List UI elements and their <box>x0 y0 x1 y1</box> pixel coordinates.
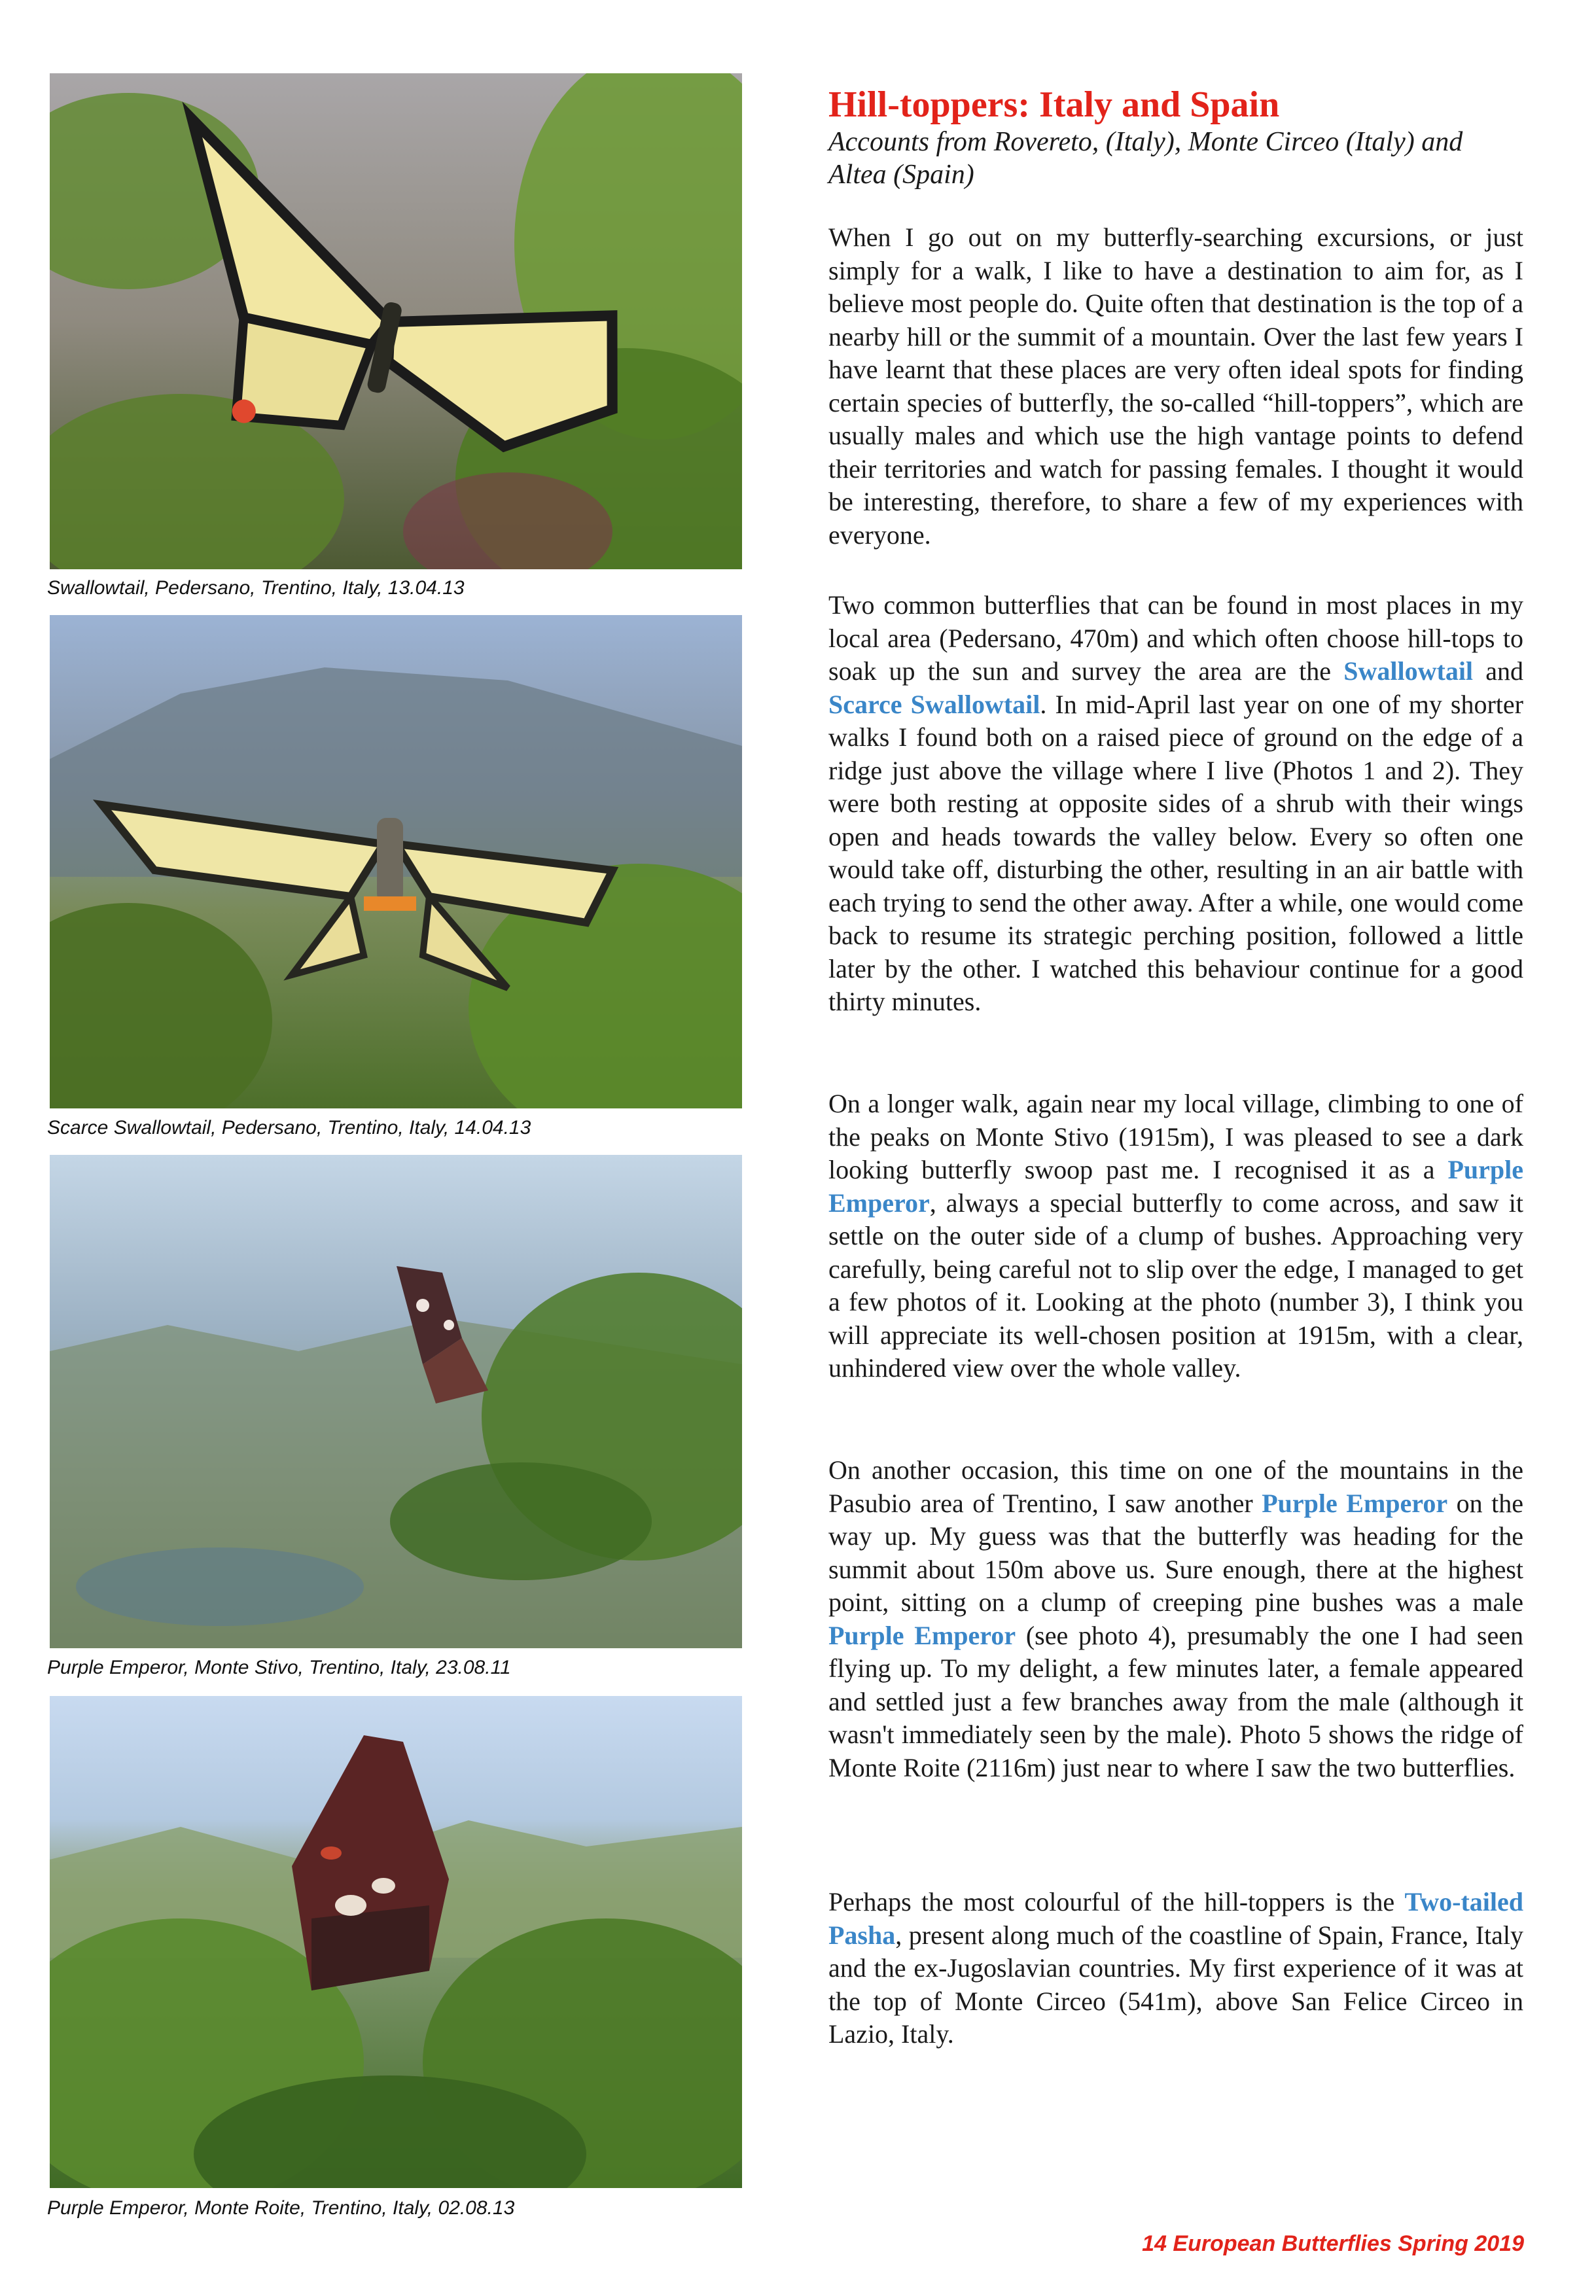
article-subtitle: Accounts from Rovereto, (Italy), Monte Circeo (Italy) and Altea (Spain) <box>828 127 1463 190</box>
paragraph-text: On another occasion, this time on one of the mountains in the Pasubio area of Trentino, I saw another <box>828 1455 1523 1518</box>
photo-purple-emperor-stivo <box>50 1155 742 1648</box>
paragraph: When I go out on my butterfly-searching excursions, or just simply for a walk, I like to have a destination to aim for, as I believe most people do. Quite often that destination is the top of a nearby hill or the summit of a mountain. Over the last few years I have learnt that these places are very often ideal spots for finding certain species of butterfly, the so-called “hill-toppers”, which are usually males and which use the high vantage points to defend their territories and watch for passing females. I thought it would be interesting, therefore, to share a few of my experiences with everyone. <box>828 222 1523 550</box>
paragraph-text: , present along much of the coastline of Spain, France, Italy and the ex-Jugoslavian countries. My first experience of it was at the top of Monte Circeo (541m), above San Felice Circeo in Lazio, Italy. <box>828 1920 1523 2049</box>
photo-caption: Scarce Swallowtail, Pedersano, Trentino, Italy, 14.04.13 <box>47 1117 531 1139</box>
species-name-swallowtail: Swallowtail <box>1343 656 1474 686</box>
photo-caption: Swallowtail, Pedersano, Trentino, Italy, 13.04.13 <box>47 577 465 599</box>
article-title: Hill-toppers: Italy and Spain <box>828 84 1280 125</box>
species-name-two-tailed-pasha: Two-tailed Pasha <box>828 1887 1523 1950</box>
paragraph-text: Perhaps the most colourful of the hill-toppers is the <box>828 1887 1405 1916</box>
photo-caption: Purple Emperor, Monte Stivo, Trentino, Italy, 23.08.11 <box>47 1657 511 1678</box>
paragraph <box>828 1454 1523 1784</box>
paragraph <box>828 589 1523 1019</box>
species-name-scarce-swallowtail: Scarce Swallowtail <box>828 689 1040 719</box>
photo-purple-emperor-roite <box>50 1696 742 2188</box>
swallowtail-image <box>50 73 742 569</box>
paragraph-text: on the way up. My guess was that the butterfly was heading for the summit about 150m above us. Sure enough, there at the highest point, sitting on a clump of creeping pine bushes was a male <box>828 1488 1524 1617</box>
purple-emperor-roite-image <box>50 1696 742 2188</box>
species-name-purple-emperor: Purple Emperor <box>1262 1488 1448 1518</box>
photo-scarce-swallowtail <box>50 615 742 1108</box>
paragraph-text: . In mid-April last year on one of my shorter walks I found both on a raised piece of ground on the edge of a ridge just above the village where I live (Photos 1 and 2). They were both resting at opposite sides of a shrub with their wings open and heads towards the valley below. Every so often one would take off, disturbing the other, resulting in an air battle with each trying to send the other away. After a while, one would come back to resume its strategic perching position, followed a little later by the other. I watched this behaviour continue for a good thirty minutes. <box>828 689 1523 1016</box>
purple-emperor-stivo-image <box>50 1155 742 1648</box>
photo-swallowtail <box>50 73 742 569</box>
paragraph-text: and <box>1473 656 1523 686</box>
photo-caption: Purple Emperor, Monte Roite, Trentino, Italy, 02.08.13 <box>47 2197 515 2219</box>
page-footer: 14 European Butterflies Spring 2019 <box>1142 2231 1524 2256</box>
paragraph-text: , always a special butterfly to come across, and saw it settle on the outer side of a clump of bushes. Approaching very carefully, being careful not to slip over the edge, I managed to get a few photos of it. Looking at the photo (number 3), I think you will appreciate its well-chosen position at 1915m, with a clear, unhindered view over the whole valley. <box>828 1188 1523 1383</box>
species-name-purple-emperor: Purple Emperor <box>828 1155 1523 1218</box>
paragraph-text: On a longer walk, again near my local village, climbing to one of the peaks on Monte Stivo (1915m), I was pleased to see a dark looking butterfly swoop past me. I recognised it as a <box>828 1089 1523 1184</box>
scarce-swallowtail-image <box>50 615 742 1108</box>
paragraph <box>828 1087 1523 1385</box>
paragraph <box>828 1886 1523 2051</box>
species-name-purple-emperor: Purple Emperor <box>828 1620 1016 1650</box>
paragraph-text: Two common butterflies that can be found in most places in my local area (Pedersano, 470m) and which often choose hill-tops to soak up the sun and survey the area are the <box>828 590 1523 686</box>
paragraph-text: (see photo 4), presumably the one I had seen flying up. To my delight, a few minutes later, a female appeared and settled just a few branches away from the male (although it wasn't immediately seen by the male). Photo 5 shows the ridge of Monte Roite (2116m) just near to where I saw the two butterflies. <box>828 1620 1523 1782</box>
